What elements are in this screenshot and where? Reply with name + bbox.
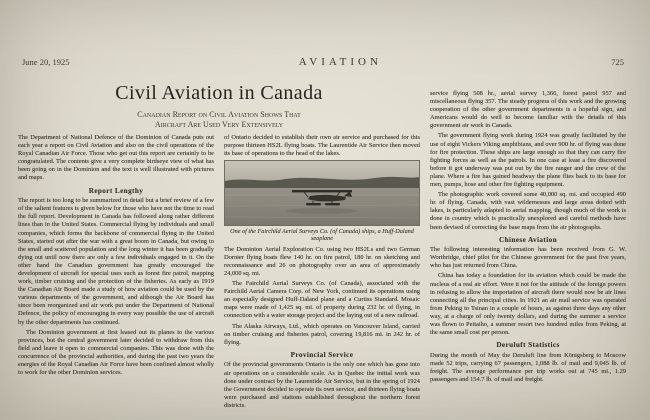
running-head [22,56,624,68]
journal-title: AVIATION [298,56,382,68]
paragraph: service flying 508 hr., aerial survey 1,366, forest patrol 957 and miscellaneous flying 357. The steady progress of this work and the growing cooperation of the other government departments is a hopeful sign, and Americans would do well to become familiar with the details of this government air work in Canada. [430,90,626,130]
article-subtitle [18,110,420,129]
section-heading-deruluft-statistics: Deruluft Statistics [496,341,560,350]
section-heading-chinese-aviation: Chinese Aviation [499,235,557,244]
paragraph: China has today a foundation for its aviation which could be made the nucleus of a real air effort. Were it not for the attitude of the foreign powers in refusing to allow the importation of aircraft there would now be air lines connecting all the principal cities. In 1921 an air mail service was operated from Peking to Tsinan in a couple of hours, as against three days any other way, at a charge of only twenty dollars, and during the summer a service was flown to Peitaiho, a summer resort two hundred miles from Peking, at the same small cost per person. [430,272,626,337]
paragraph: of Ontario decided to establish their own air service and purchased for this purpose thirteen HS2L flying boats. The Laurentide Air Service then moved its base of operations to the head of the lakes. [224,134,420,158]
paragraph: The Department of National Defence of the Dominion of Canada puts out each year a report on Civil Aviation and also on the civil operations of the Royal Canadian Air Force. Those who get out this report are certainly to be congratulated. The contents give a very complete birdseye view of what has been going on in the Dominion and the text is well illustrated with pictures and maps. [18,134,214,182]
section-heading-provincial-service: Provincial Service [290,350,354,359]
article-title: Civil Aviation in Canada [115,82,323,104]
paragraph: The government flying work during 1924 was greatly facilitated by the use of eight Vickers Viking amphibians, and over 900 hr. of flying was done for fire protection. These ships are large enough so that they can carry fire fighting forces as well as the patrols. In one case at least a fire discovered before it got underway was put out by the fire ranger and the crew of the plane. Where a fire has gained headway the plane flies back to its base for men, pumps, hose and other fire fighting equipment. [430,132,626,189]
paragraph: The Fairchild Aerial Surveys Co. (of Canada), associated with the Fairchild Aerial Camera Corp. of New York, continued its operations using an especially designed Huff-Daland plane and a Curtiss Standard. Mosaic maps were made of 1,425 sq. mi. of property during 232 hr. of flying, in connection with a water storage project and the laying out of a new railroad. [224,280,420,320]
issue-date: June 20, 1925 [22,57,70,67]
photo-caption: One of the Fairchild Aerial Surveys Co. (of Canada) ships, a Huff-Daland seaplane [230,228,414,243]
paragraph: Of the provincial governments Ontario is the only one which has gone into air operations on a considerable scale. As in Quebec the initial work was done under contract by the Laurentide Air Service, but in the spring of 1924 the Government decided to operate its own service, and thirteen flying boats were purchased and stations established throughout the northern forest districts. [224,361,420,408]
column-3 [430,90,626,408]
page-number: 725 [611,57,624,67]
article-subtitle-line1: Canadian Report on Civil Aviation Shows That [137,110,301,119]
paragraph: The report is too long to be summarized in detail but a brief review of a few of the salient features is given below for those who have not the time to read the full report. Development in Canada has followed along rather different lines than in the United States. Commercial flying by individuals and small companies, which forms the backbone of commercial flying in the United States, started out after the war with a great boom in Canada, but owing to the small and scattered population and the long winter it has been gradually dying out until now there are only a few individuals engaged in it. On the other hand the Canadian government has greatly encouraged the development of aircraft for special uses such as forest fire patrol, mapping work, timber cruising and the protection of the fisheries. As early as 1919 the Canadian Air Board made a study of how aviation could be used by the various departments of the government, and although the Air Board has since been reorganized and air work put under the Department of National Defence, the policy of encouraging in every way possible the use of aircraft by the other departments has continued. [18,197,214,326]
paragraph: The following interesting information has been received from G. W. Worthridge, chief pilot for the Chinese government for the past five years, who has just returned from China. [430,246,626,270]
paragraph: The Alaska Airways, Ltd., which operates on Vancouver Island, carried on timber cruising and fisheries patrol, covering 19,816 mi. in 242 hr. of flying. [224,322,420,346]
section-heading-report-lengthy: Report Lengthy [88,186,144,195]
paragraph: The Dominion government at first leased out its planes to the various provinces, but the central government later decided to withdraw from this field and leave it open to commercial companies. This was done with the concurrence of the provincial authorities, and during the past two years the energies of the Royal Canadian Air Force have been confined almost wholly to work for the other Dominion services. [18,328,214,377]
column-2 [224,134,420,408]
article-title-block [18,82,420,129]
paragraph: The photographic work covered some 40,000 sq. mi. and occupied 490 hr. of flying. Canada, with vast wildernesses and large areas dotted with lakes, is particularly adapted to aerial mapping, though much of the work is done in country which is practically unexplored and careful methods have been devised of correcting the base maps from the air photographs. [430,191,626,231]
article-photo [224,160,420,226]
article-subtitle-line2: Aircraft Are Used Very Extensively [154,119,284,129]
column-1 [18,134,214,408]
paragraph: During the month of May the Deruluft line from Königsberg to Moscow made 52 trips, carrying 67 passengers, 1,088 lb. of mail and 9,045 lb. of freight. The average performance per trip works out at 745 mi., 1.29 passengers and 154.7 lb. of mail and freight. [430,351,626,384]
paragraph: The Dominion Aerial Exploration Co. using two HS2Ls and two German Dornier flying boats flew 140 hr. on fire patrol, 180 hr. on sketching and reconnaissance and 26 on photography over an area of approximately 24,000 sq. mi. [224,245,420,277]
seaplane-photo-image [225,161,419,225]
